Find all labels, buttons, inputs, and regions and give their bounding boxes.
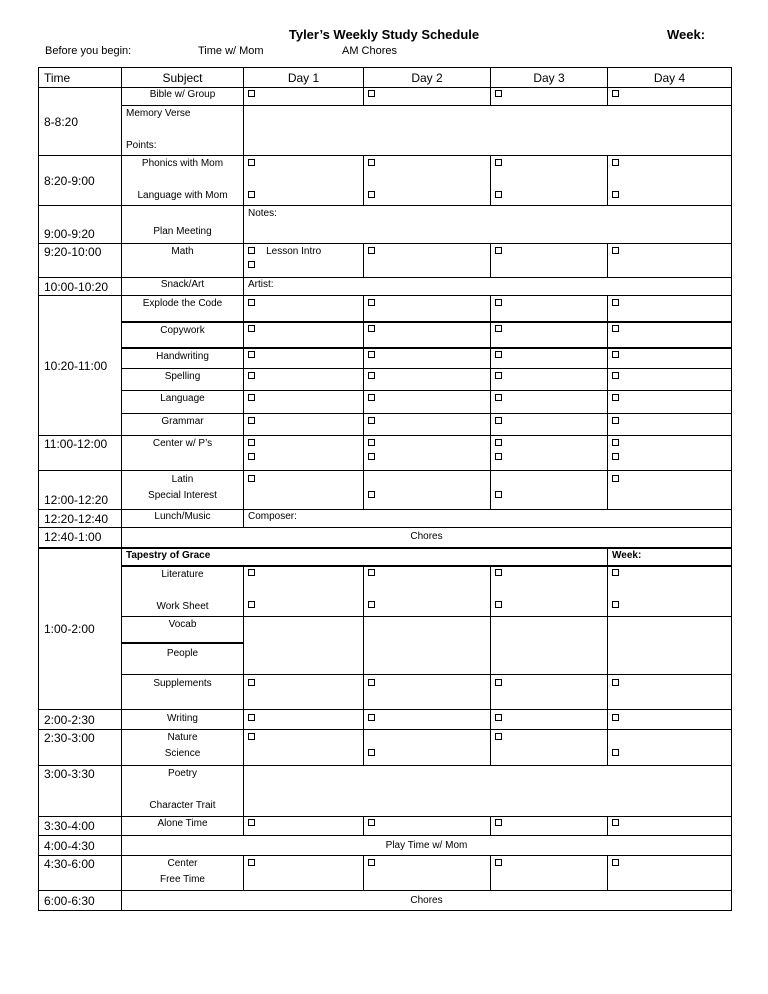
- checkbox[interactable]: [248, 372, 255, 379]
- table-row: [39, 617, 732, 643]
- time-cell: 3:30-4:00: [39, 817, 122, 836]
- checkbox[interactable]: [368, 247, 375, 254]
- play-time-cell: Play Time w/ Mom: [122, 836, 732, 856]
- table-row: [39, 106, 732, 156]
- checkbox[interactable]: [368, 714, 375, 721]
- checkbox[interactable]: [612, 679, 619, 686]
- subject-cell: Spelling: [122, 369, 244, 391]
- checkbox[interactable]: [248, 394, 255, 401]
- subject-free-time: Free Time: [159, 874, 205, 885]
- time-cell: 9:20-10:00: [39, 244, 122, 278]
- table-row: [39, 206, 732, 244]
- checkbox[interactable]: [248, 299, 255, 306]
- chores-cell: Chores: [122, 891, 732, 911]
- artist-label: Artist:: [244, 278, 732, 296]
- subject-cell: Supplements: [122, 675, 244, 710]
- header-day-2: Day 2: [364, 68, 491, 88]
- subject-special-interest: Special Interest: [148, 490, 217, 501]
- checkbox[interactable]: [368, 191, 375, 198]
- subject-cell: Math: [122, 244, 244, 278]
- time-cell: 2:30-3:00: [39, 730, 122, 766]
- chores-cell: Chores: [122, 528, 732, 548]
- table-row: [39, 710, 732, 730]
- header-row: [39, 68, 732, 88]
- checkbox[interactable]: [612, 439, 619, 446]
- table-row: [39, 244, 732, 278]
- table-row: [39, 471, 732, 510]
- table-row: [39, 88, 732, 106]
- before-item-am-chores: AM Chores: [342, 45, 398, 57]
- checkbox[interactable]: [495, 191, 502, 198]
- checkbox[interactable]: [495, 247, 502, 254]
- before-item-time-with-mom: Time w/ Mom: [198, 45, 264, 57]
- time-cell: 2:00-2:30: [39, 710, 122, 730]
- points-label: Points:: [126, 140, 157, 151]
- page-title: Tyler’s Weekly Study Schedule: [288, 27, 480, 42]
- checkbox[interactable]: [368, 372, 375, 379]
- checkbox[interactable]: [495, 299, 502, 306]
- time-cell: 12:40-1:00: [39, 528, 122, 548]
- subject-cell: Alone Time: [122, 817, 244, 836]
- subject-poetry: Poetry: [168, 768, 197, 779]
- checkbox[interactable]: [248, 475, 255, 482]
- checkbox[interactable]: [495, 491, 502, 498]
- subject-nature: Nature: [167, 732, 198, 743]
- vocab-people-day-3[interactable]: [491, 617, 608, 675]
- header-day-3: Day 3: [491, 68, 608, 88]
- subject-cell: Language: [122, 391, 244, 414]
- tapestry-label: Tapestry of Grace: [122, 548, 608, 566]
- checkbox[interactable]: [368, 299, 375, 306]
- checkbox[interactable]: [368, 859, 375, 866]
- checkbox[interactable]: [495, 601, 502, 608]
- checkbox[interactable]: [248, 191, 255, 198]
- checkbox[interactable]: [612, 859, 619, 866]
- checkbox[interactable]: [495, 351, 502, 358]
- week-label: Week:: [667, 27, 706, 42]
- checkbox[interactable]: [612, 569, 619, 576]
- table-row: [39, 730, 732, 766]
- checkbox[interactable]: [612, 394, 619, 401]
- checkbox[interactable]: [495, 714, 502, 721]
- table-row: [39, 548, 732, 566]
- checkbox[interactable]: [368, 819, 375, 826]
- subject-cell: Bible w/ Group: [122, 88, 244, 106]
- time-cell: 6:00-6:30: [39, 891, 122, 911]
- table-row: [39, 836, 732, 856]
- checkbox[interactable]: [612, 714, 619, 721]
- subject-work-sheet: Work Sheet: [156, 600, 209, 612]
- time-cell: 12:20-12:40: [39, 510, 122, 528]
- checkbox[interactable]: [368, 417, 375, 424]
- checkbox[interactable]: [612, 475, 619, 482]
- table-row: [39, 278, 732, 296]
- checkbox[interactable]: [612, 749, 619, 756]
- checkbox[interactable]: [495, 372, 502, 379]
- checkbox[interactable]: [612, 90, 619, 97]
- checkbox[interactable]: [612, 417, 619, 424]
- checkbox[interactable]: [612, 191, 619, 198]
- checkbox[interactable]: [612, 819, 619, 826]
- time-cell: 1:00-2:00: [39, 548, 122, 710]
- vocab-people-day-4[interactable]: [608, 617, 732, 675]
- table-row: [39, 528, 732, 548]
- checkbox[interactable]: [612, 351, 619, 358]
- checkbox[interactable]: [368, 491, 375, 498]
- table-row: [39, 817, 732, 836]
- table-row: [39, 856, 732, 891]
- time-cell: 12:00-12:20: [39, 471, 122, 510]
- table-row: [39, 391, 732, 414]
- header-subject: Subject: [122, 68, 244, 88]
- checkbox[interactable]: [248, 417, 255, 424]
- header-time: Time: [39, 68, 122, 88]
- subject-phonics: Phonics with Mom: [141, 158, 224, 169]
- subject-language-mom: Language with Mom: [137, 190, 228, 201]
- checkbox[interactable]: [495, 90, 502, 97]
- header-day-4: Day 4: [608, 68, 732, 88]
- checkbox[interactable]: [368, 325, 375, 332]
- time-cell: 8:20-9:00: [39, 156, 122, 206]
- checkbox[interactable]: [248, 159, 255, 166]
- checkbox[interactable]: [612, 247, 619, 254]
- before-label: Before you begin:: [45, 45, 132, 57]
- checkbox[interactable]: [248, 261, 255, 268]
- checkbox[interactable]: [368, 159, 375, 166]
- subject-latin: Latin: [171, 474, 194, 485]
- checkbox[interactable]: [495, 417, 502, 424]
- checkbox[interactable]: [248, 679, 255, 686]
- checkbox[interactable]: [368, 90, 375, 97]
- checkbox[interactable]: [495, 325, 502, 332]
- table-row: [39, 891, 732, 911]
- composer-label: Composer:: [244, 510, 732, 528]
- checkbox[interactable]: [495, 159, 502, 166]
- checkbox[interactable]: [612, 453, 619, 460]
- time-cell: 9:00-9:20: [39, 206, 122, 244]
- time-cell: 4:30-6:00: [39, 856, 122, 891]
- checkbox[interactable]: [612, 159, 619, 166]
- header-day-1: Day 1: [244, 68, 364, 88]
- checkbox[interactable]: [495, 394, 502, 401]
- checkbox[interactable]: [248, 439, 255, 446]
- checkbox[interactable]: [368, 394, 375, 401]
- checkbox[interactable]: [248, 819, 255, 826]
- checkbox[interactable]: [495, 819, 502, 826]
- checkbox[interactable]: [495, 679, 502, 686]
- table-row: [39, 348, 732, 369]
- checkbox[interactable]: [248, 325, 255, 332]
- memory-verse-area[interactable]: [244, 106, 732, 156]
- checkbox[interactable]: [248, 247, 255, 254]
- checkbox[interactable]: [368, 453, 375, 460]
- checkbox[interactable]: [248, 714, 255, 721]
- memory-verse-label: Memory Verse: [126, 108, 191, 119]
- checkbox[interactable]: [368, 439, 375, 446]
- vocab-people-day-2[interactable]: [364, 617, 491, 675]
- checkbox[interactable]: [495, 453, 502, 460]
- vocab-people-day-1[interactable]: [244, 617, 364, 675]
- table-row: [39, 675, 732, 710]
- checkbox[interactable]: [495, 733, 502, 740]
- table-row: [39, 296, 732, 322]
- checkbox[interactable]: [248, 859, 255, 866]
- table-row: [39, 566, 732, 617]
- time-cell: 10:00-10:20: [39, 278, 122, 296]
- checkbox[interactable]: [612, 601, 619, 608]
- checkbox[interactable]: [368, 749, 375, 756]
- subject-cell: Explode the Code: [122, 296, 244, 322]
- checkbox[interactable]: [368, 679, 375, 686]
- poetry-notes-area[interactable]: [244, 766, 732, 817]
- subject-cell: Handwriting: [122, 348, 244, 369]
- schedule-table: [38, 67, 732, 911]
- checkbox[interactable]: [368, 351, 375, 358]
- subject-cell: People: [122, 643, 244, 675]
- subject-center: Center: [167, 858, 198, 869]
- subject-cell: Vocab: [122, 617, 244, 643]
- time-cell: 4:00-4:30: [39, 836, 122, 856]
- checkbox[interactable]: [248, 90, 255, 97]
- table-row: [39, 156, 732, 206]
- table-row: [39, 369, 732, 391]
- time-cell: 11:00-12:00: [39, 436, 122, 471]
- tapestry-week-label: Week:: [608, 548, 732, 566]
- checkbox[interactable]: [248, 601, 255, 608]
- subject-cell: Copywork: [122, 322, 244, 348]
- notes-label: Notes:: [244, 206, 732, 244]
- checkbox[interactable]: [612, 299, 619, 306]
- checkbox[interactable]: [495, 569, 502, 576]
- subject-character-trait: Character Trait: [149, 800, 216, 811]
- subject-cell: Grammar: [122, 414, 244, 436]
- subject-cell: Center w/ P’s: [122, 436, 244, 471]
- checkbox[interactable]: [368, 601, 375, 608]
- subject-cell: Snack/Art: [122, 278, 244, 296]
- checkbox[interactable]: [368, 569, 375, 576]
- subject-cell: Writing: [122, 710, 244, 730]
- table-row: [39, 322, 732, 348]
- table-row: [39, 414, 732, 436]
- checkbox[interactable]: [612, 372, 619, 379]
- lesson-intro-label: Lesson Intro: [266, 246, 322, 257]
- checkbox[interactable]: [248, 453, 255, 460]
- checkbox[interactable]: [248, 733, 255, 740]
- table-row: [39, 510, 732, 528]
- checkbox[interactable]: [495, 439, 502, 446]
- checkbox[interactable]: [612, 325, 619, 332]
- table-row: [39, 766, 732, 817]
- subject-cell: Plan Meeting: [122, 206, 244, 244]
- subject-cell: Lunch/Music: [122, 510, 244, 528]
- time-cell: 10:20-11:00: [39, 296, 122, 436]
- checkbox[interactable]: [248, 569, 255, 576]
- time-cell: 3:00-3:30: [39, 766, 122, 817]
- time-cell: 8-8:20: [39, 88, 122, 156]
- subject-science: Science: [164, 748, 201, 759]
- checkbox[interactable]: [495, 859, 502, 866]
- subject-literature: Literature: [161, 568, 204, 580]
- table-row: [39, 436, 732, 471]
- checkbox[interactable]: [248, 351, 255, 358]
